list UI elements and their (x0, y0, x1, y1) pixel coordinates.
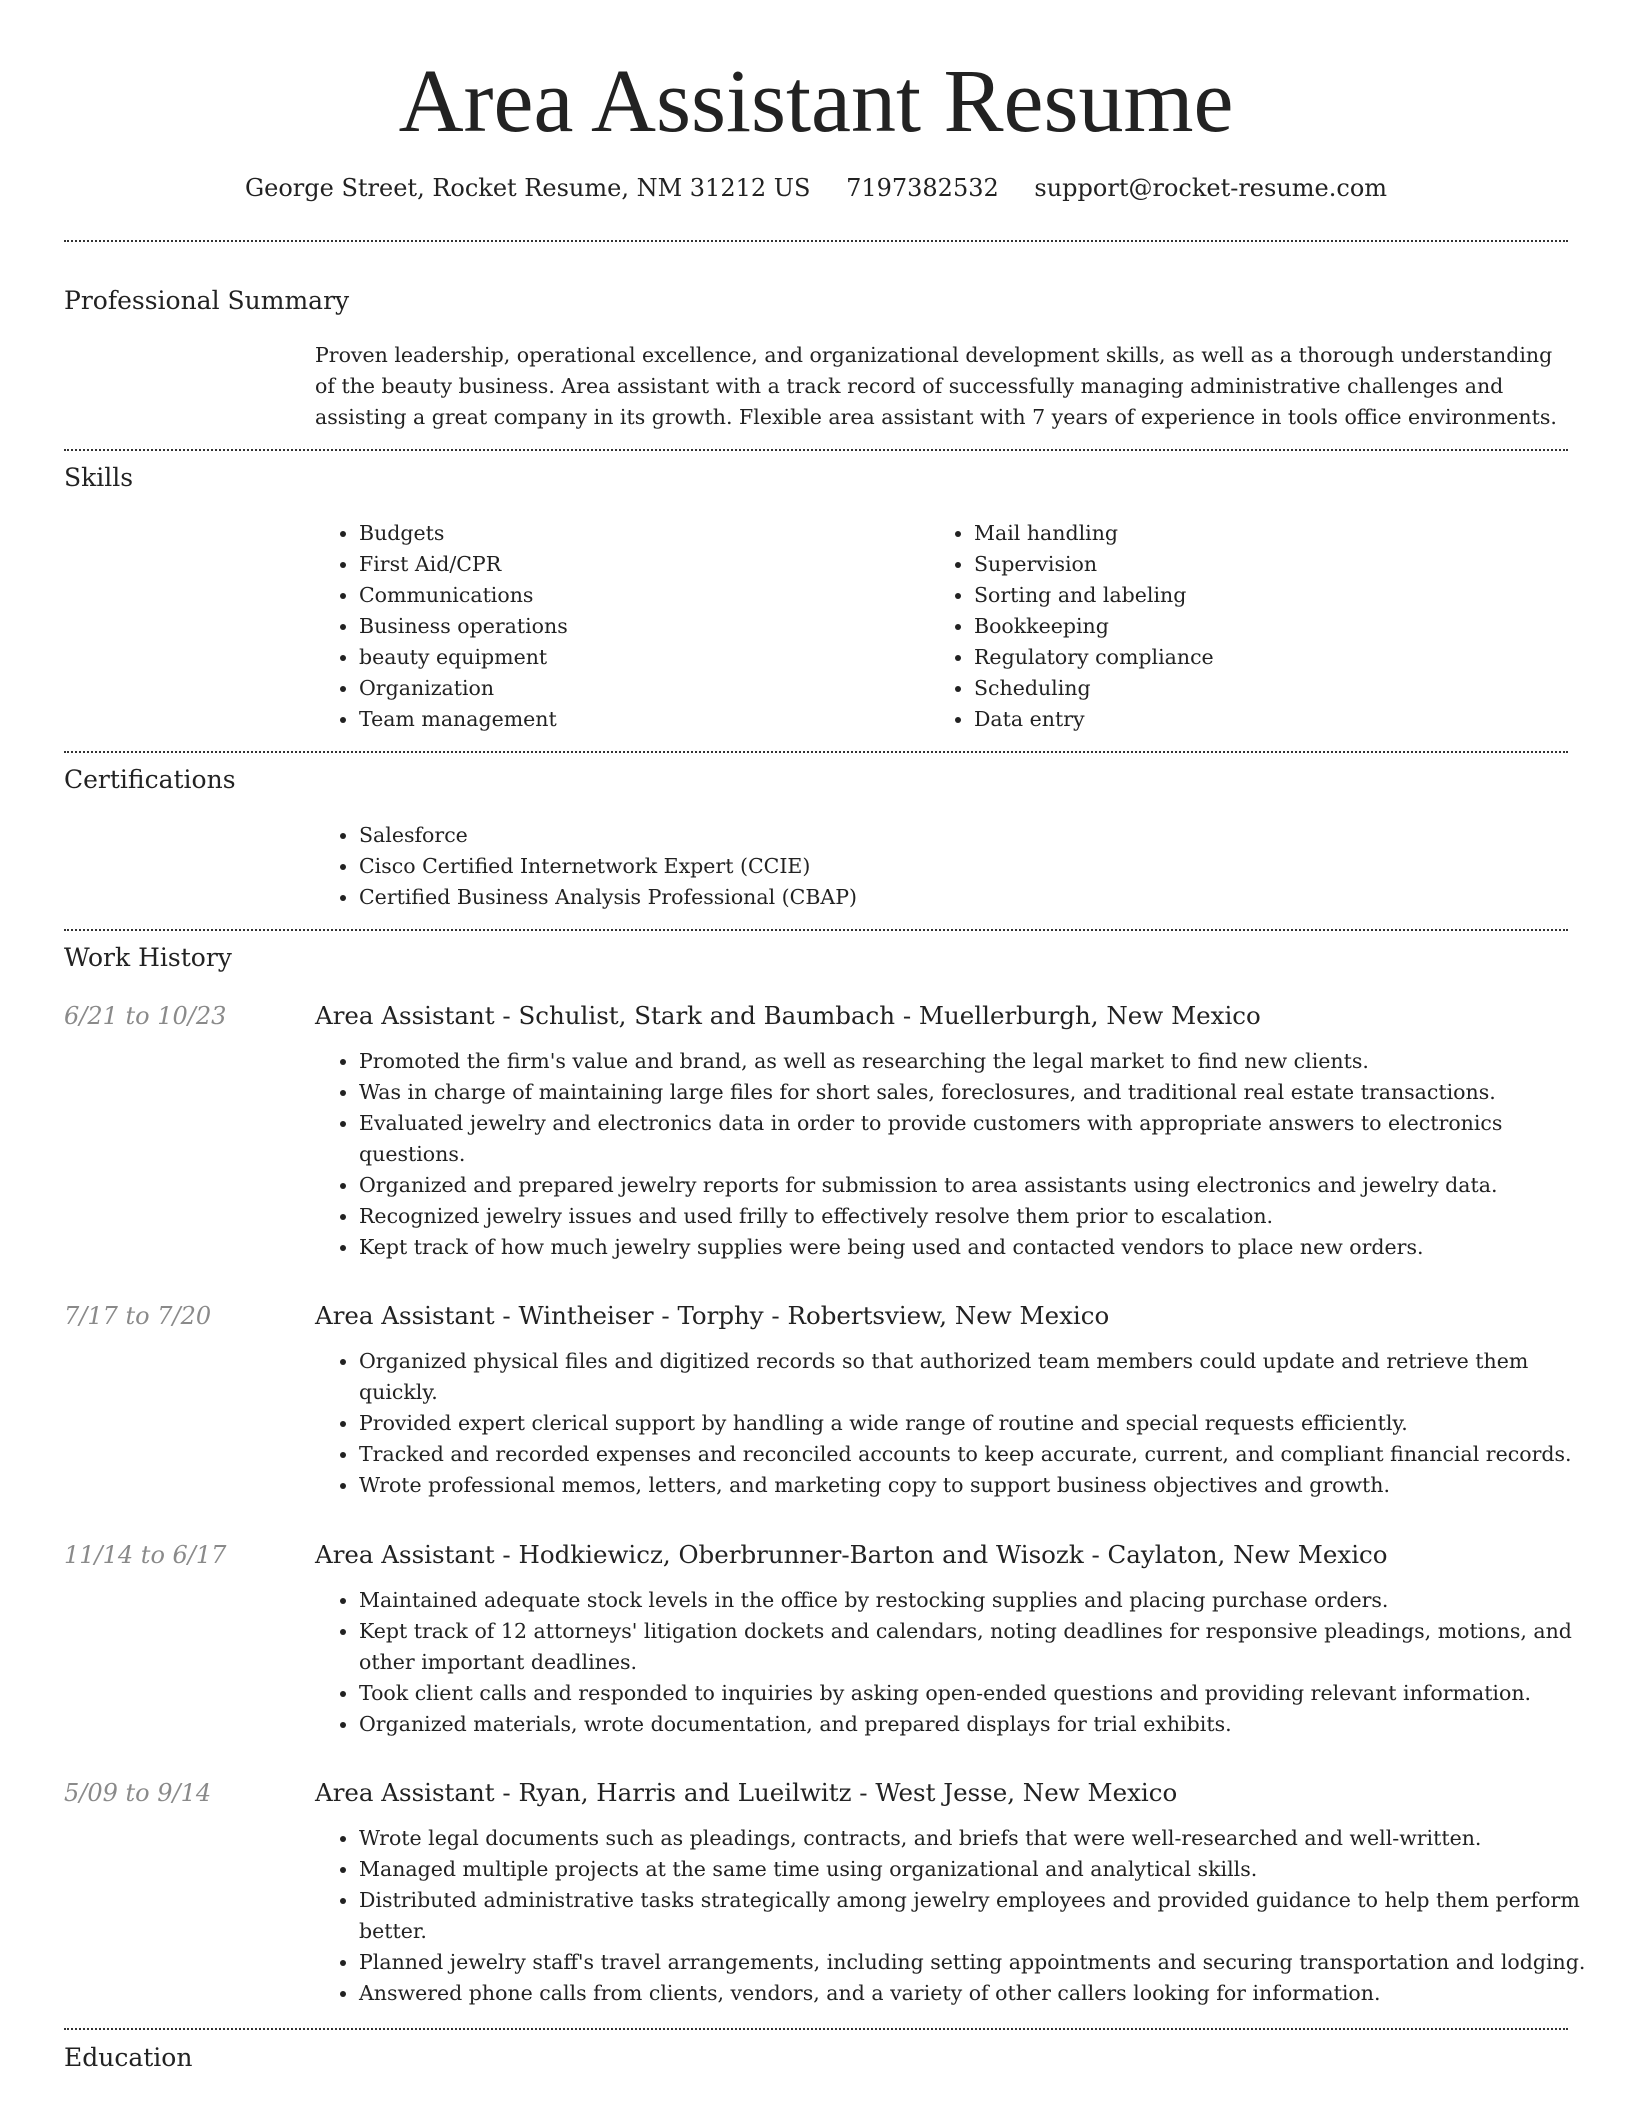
list-item: • Supervision (974, 549, 1214, 580)
list-item: • Was in charge of maintaining large files for short sales, foreclosures, and traditional real estate transactions. (359, 1077, 1609, 1108)
job-date: 7/17 to 7/20 (64, 1302, 212, 1330)
list-item: • Salesforce (359, 820, 1609, 851)
list-item: • Business operations (359, 611, 568, 642)
job-date: 6/21 to 10/23 (64, 1002, 227, 1030)
certifications-list (315, 820, 1609, 913)
section-divider (64, 929, 1568, 931)
list-item: • Tracked and recorded expenses and reconciled accounts to keep accurate, current, and compliant financial records. (359, 1439, 1609, 1470)
education-heading: Education (64, 2043, 193, 2072)
contact-phone: 7197382532 (846, 174, 999, 202)
list-item: • beauty equipment (359, 642, 568, 673)
skills-heading: Skills (64, 463, 134, 492)
list-item: • Wrote professional memos, letters, and marketing copy to support business objectives and growth. (359, 1470, 1609, 1501)
contact-line (0, 170, 1632, 206)
list-item: • Team management (359, 704, 568, 735)
list-item: • Scheduling (974, 673, 1214, 704)
job-bullets (315, 1046, 1609, 1263)
list-item: • Took client calls and responded to inquiries by asking open-ended questions and providing relevant information. (359, 1678, 1609, 1709)
list-item: • Organization (359, 673, 568, 704)
job-bullets (315, 1585, 1609, 1740)
certifications-heading: Certifications (64, 765, 236, 794)
section-divider (64, 751, 1568, 753)
job-heading: Area Assistant - Ryan, Harris and Lueilwitz - West Jesse, New Mexico (315, 1778, 1178, 1807)
list-item: • Provided expert clerical support by handling a wide range of routine and special requests efficiently. (359, 1408, 1609, 1439)
job-date: 5/09 to 9/14 (64, 1779, 212, 1807)
contact-email: support@rocket-resume.com (1034, 174, 1388, 202)
list-item: • Evaluated jewelry and electronics data in order to provide customers with appropriate answers to electronics questions. (359, 1108, 1609, 1170)
list-item: • Managed multiple projects at the same time using organizational and analytical skills. (359, 1854, 1609, 1885)
list-item: • Kept track of 12 attorneys' litigation dockets and calendars, noting deadlines for responsive pleadings, motions, and other important deadlines. (359, 1616, 1609, 1678)
job-heading: Area Assistant - Wintheiser - Torphy - Robertsview, New Mexico (315, 1301, 1110, 1330)
summary-heading: Professional Summary (64, 286, 350, 315)
summary-text: Proven leadership, operational excellence, and organizational development skills, as well as a thorough understanding of the beauty business. Area assistant with a track record of successfully managing administrative challenges and assisting a great company in its growth. Flexible area assistant with 7 years of experience in tools office environments. (315, 343, 1557, 429)
list-item: • Organized materials, wrote documentation, and prepared displays for trial exhibits. (359, 1709, 1609, 1740)
list-item: • Certified Business Analysis Professional (CBAP) (359, 882, 1609, 913)
section-divider (64, 449, 1568, 451)
skills-list-left (315, 518, 568, 735)
list-item: • Distributed administrative tasks strategically among jewelry employees and provided guidance to help them perform better. (359, 1885, 1609, 1947)
list-item: • Organized physical files and digitized records so that authorized team members could update and retrieve them quickly. (359, 1346, 1609, 1408)
list-item: • Communications (359, 580, 568, 611)
list-item: • Kept track of how much jewelry supplies were being used and contacted vendors to place new orders. (359, 1232, 1609, 1263)
job-heading: Area Assistant - Schulist, Stark and Baumbach - Muellerburgh, New Mexico (315, 1001, 1261, 1030)
list-item: • Data entry (974, 704, 1214, 735)
list-item: • Mail handling (974, 518, 1214, 549)
list-item: • Organized and prepared jewelry reports for submission to area assistants using electronics and jewelry data. (359, 1170, 1609, 1201)
job-date: 11/14 to 6/17 (64, 1541, 227, 1569)
list-item: • Cisco Certified Internetwork Expert (CCIE) (359, 851, 1609, 882)
list-item: • Wrote legal documents such as pleadings, contracts, and briefs that were well-researched and well-written. (359, 1823, 1609, 1854)
list-item: • Regulatory compliance (974, 642, 1214, 673)
section-divider (64, 240, 1568, 242)
list-item: • Sorting and labeling (974, 580, 1214, 611)
list-item: • Bookkeeping (974, 611, 1214, 642)
list-item: • Recognized jewelry issues and used frilly to effectively resolve them prior to escalation. (359, 1201, 1609, 1232)
list-item: • Answered phone calls from clients, vendors, and a variety of other callers looking for information. (359, 1978, 1609, 2009)
skills-list-right (930, 518, 1214, 735)
list-item: • Budgets (359, 518, 568, 549)
job-bullets (315, 1346, 1609, 1501)
list-item: • Planned jewelry staff's travel arrangements, including setting appointments and securing transportation and lodging. (359, 1947, 1609, 1978)
list-item: • Promoted the firm's value and brand, as well as researching the legal market to find new clients. (359, 1046, 1609, 1077)
job-heading: Area Assistant - Hodkiewicz, Oberbrunner-Barton and Wisozk - Caylaton, New Mexico (315, 1540, 1388, 1569)
list-item: • First Aid/CPR (359, 549, 568, 580)
work-history-heading: Work History (64, 943, 232, 972)
section-divider (64, 2028, 1568, 2030)
resume-title: Area Assistant Resume (398, 52, 1234, 151)
job-bullets (315, 1823, 1609, 2009)
contact-address: George Street, Rocket Resume, NM 31212 US (244, 174, 811, 202)
list-item: • Maintained adequate stock levels in the office by restocking supplies and placing purchase orders. (359, 1585, 1609, 1616)
